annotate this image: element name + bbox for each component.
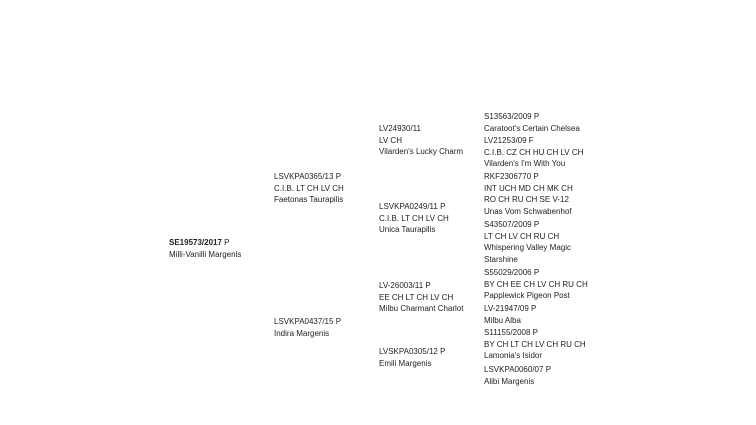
dsd-registration-line xyxy=(484,303,536,315)
dsd-name: Milbu Alba xyxy=(484,315,521,325)
sire-name: Faetonas Taurapilis xyxy=(274,195,344,204)
dss-name: Papplewick Pigeon Post xyxy=(484,291,570,300)
pedigree-dam xyxy=(274,316,341,339)
sire-dam-titles: C.I.B. LT CH LV CH xyxy=(379,213,449,223)
dam-sire-sex: P xyxy=(425,281,431,290)
dam-sex: P xyxy=(335,317,342,326)
dam-sire-registration-line xyxy=(379,280,463,292)
sire-sire-titles: LV CH xyxy=(379,135,402,145)
dam-dam-registration: LVSKPA0305/12 xyxy=(379,347,438,356)
pedigree-dam-dam-dam xyxy=(484,364,551,387)
dam-registration-line xyxy=(274,316,341,328)
dds-registration-line xyxy=(484,327,586,339)
sdd-name-line-2: Starshine xyxy=(484,254,518,264)
pedigree-subject xyxy=(169,237,241,260)
sire-dam-registration: LSVKPA0249/11 xyxy=(379,202,438,211)
sss-name: Caratoot's Certain Chelsea xyxy=(484,123,580,133)
pedigree-sire xyxy=(274,171,344,206)
sire-registration: LSVKPA0365/13 xyxy=(274,172,334,181)
sire-dam-registration-line xyxy=(379,201,449,213)
dsd-sex: P xyxy=(531,304,537,313)
dam-dam-registration-line xyxy=(379,346,445,358)
ddd-registration-line xyxy=(484,364,551,376)
dds-name: Lamonia's Isidor xyxy=(484,351,542,360)
dam-sire-titles: EE CH LT CH LV CH xyxy=(379,292,454,302)
pedigree-dam-sire-sire xyxy=(484,267,588,302)
pedigree-dam-sire xyxy=(379,280,463,315)
pedigree-sire-sire-sire xyxy=(484,111,580,134)
dss-registration-line xyxy=(484,267,588,279)
sire-titles: C.I.B. LT CH LV CH xyxy=(274,183,344,193)
sds-registration: RKF2306770 xyxy=(484,172,532,181)
subject-sex: P xyxy=(224,238,230,247)
dam-registration: LSVKPA0437/15 xyxy=(274,317,334,326)
sire-sex: P xyxy=(335,172,342,181)
sdd-sex: P xyxy=(533,220,540,229)
pedigree-sire-dam xyxy=(379,201,449,236)
pedigree-sire-dam-dam xyxy=(484,219,571,265)
sire-dam-sex: P xyxy=(440,202,446,211)
sire-dam-name: Unica Taurapilis xyxy=(379,225,436,234)
dam-dam-sex: P xyxy=(440,347,446,356)
pedigree-sire-sire xyxy=(379,123,463,158)
dsd-registration: LV-21947/09 xyxy=(484,304,529,313)
sds-titles-line-1: INT UCH MD CH MK CH xyxy=(484,183,573,193)
dam-dam-name: Emili Margenis xyxy=(379,358,432,368)
dss-sex: P xyxy=(533,268,540,277)
dds-registration: S11155/2008 xyxy=(484,328,531,337)
sds-sex: P xyxy=(533,172,539,181)
dss-registration: S55029/2006 xyxy=(484,268,532,277)
dds-sex: P xyxy=(532,328,538,337)
dds-titles: BY CH LT CH LV CH RU CH xyxy=(484,339,586,349)
ddd-sex: P xyxy=(545,365,552,374)
ddd-name: Alibi Margenis xyxy=(484,376,535,386)
pedigree-sire-dam-sire xyxy=(484,171,573,217)
dam-name: Indira Margenis xyxy=(274,328,330,338)
sds-registration-line xyxy=(484,171,573,183)
sdd-name-line-1: Whispering Valley Magic xyxy=(484,243,571,252)
sss-sex: P xyxy=(533,112,540,121)
sire-registration-line xyxy=(274,171,344,183)
pedigree-dam-sire-dam xyxy=(484,303,536,326)
ddd-registration: LSVKPA0060/07 xyxy=(484,365,544,374)
ssd-sex: F xyxy=(528,136,534,145)
ssd-titles: C.I.B. CZ CH HU CH LV CH xyxy=(484,147,584,157)
pedigree-dam-dam-sire xyxy=(484,327,586,362)
sss-registration-line xyxy=(484,111,580,123)
sdd-registration: S43507/2009 xyxy=(484,220,532,229)
pedigree-sire-sire-dam xyxy=(484,135,583,170)
sss-registration: S13563/2009 xyxy=(484,112,532,121)
sds-titles-line-2: RO CH RU CH SE V-12 xyxy=(484,195,569,204)
subject-registration: SE19573/2017 xyxy=(169,238,222,247)
dam-sire-registration: LV-26003/11 xyxy=(379,281,424,290)
subject-registration-line xyxy=(169,237,241,249)
sdd-registration-line xyxy=(484,219,571,231)
dss-titles: BY CH EE CH LV CH RU CH xyxy=(484,279,588,289)
ssd-name: Vilarden's I'm With You xyxy=(484,159,566,168)
pedigree-dam-dam xyxy=(379,346,445,369)
sds-name: Unas Vom Schwabenhof xyxy=(484,206,572,216)
sdd-titles: LT CH LV CH RU CH xyxy=(484,231,560,241)
dam-sire-name: Milbu Charmant Charlot xyxy=(379,304,464,313)
sire-sire-name: Vilarden's Lucky Charm xyxy=(379,147,464,156)
ssd-registration-line xyxy=(484,135,583,147)
subject-name: Milli-Vanilli Margenis xyxy=(169,249,242,259)
sire-sire-registration: LV24930/11 xyxy=(379,124,421,133)
ssd-registration: LV21253/09 xyxy=(484,136,527,145)
